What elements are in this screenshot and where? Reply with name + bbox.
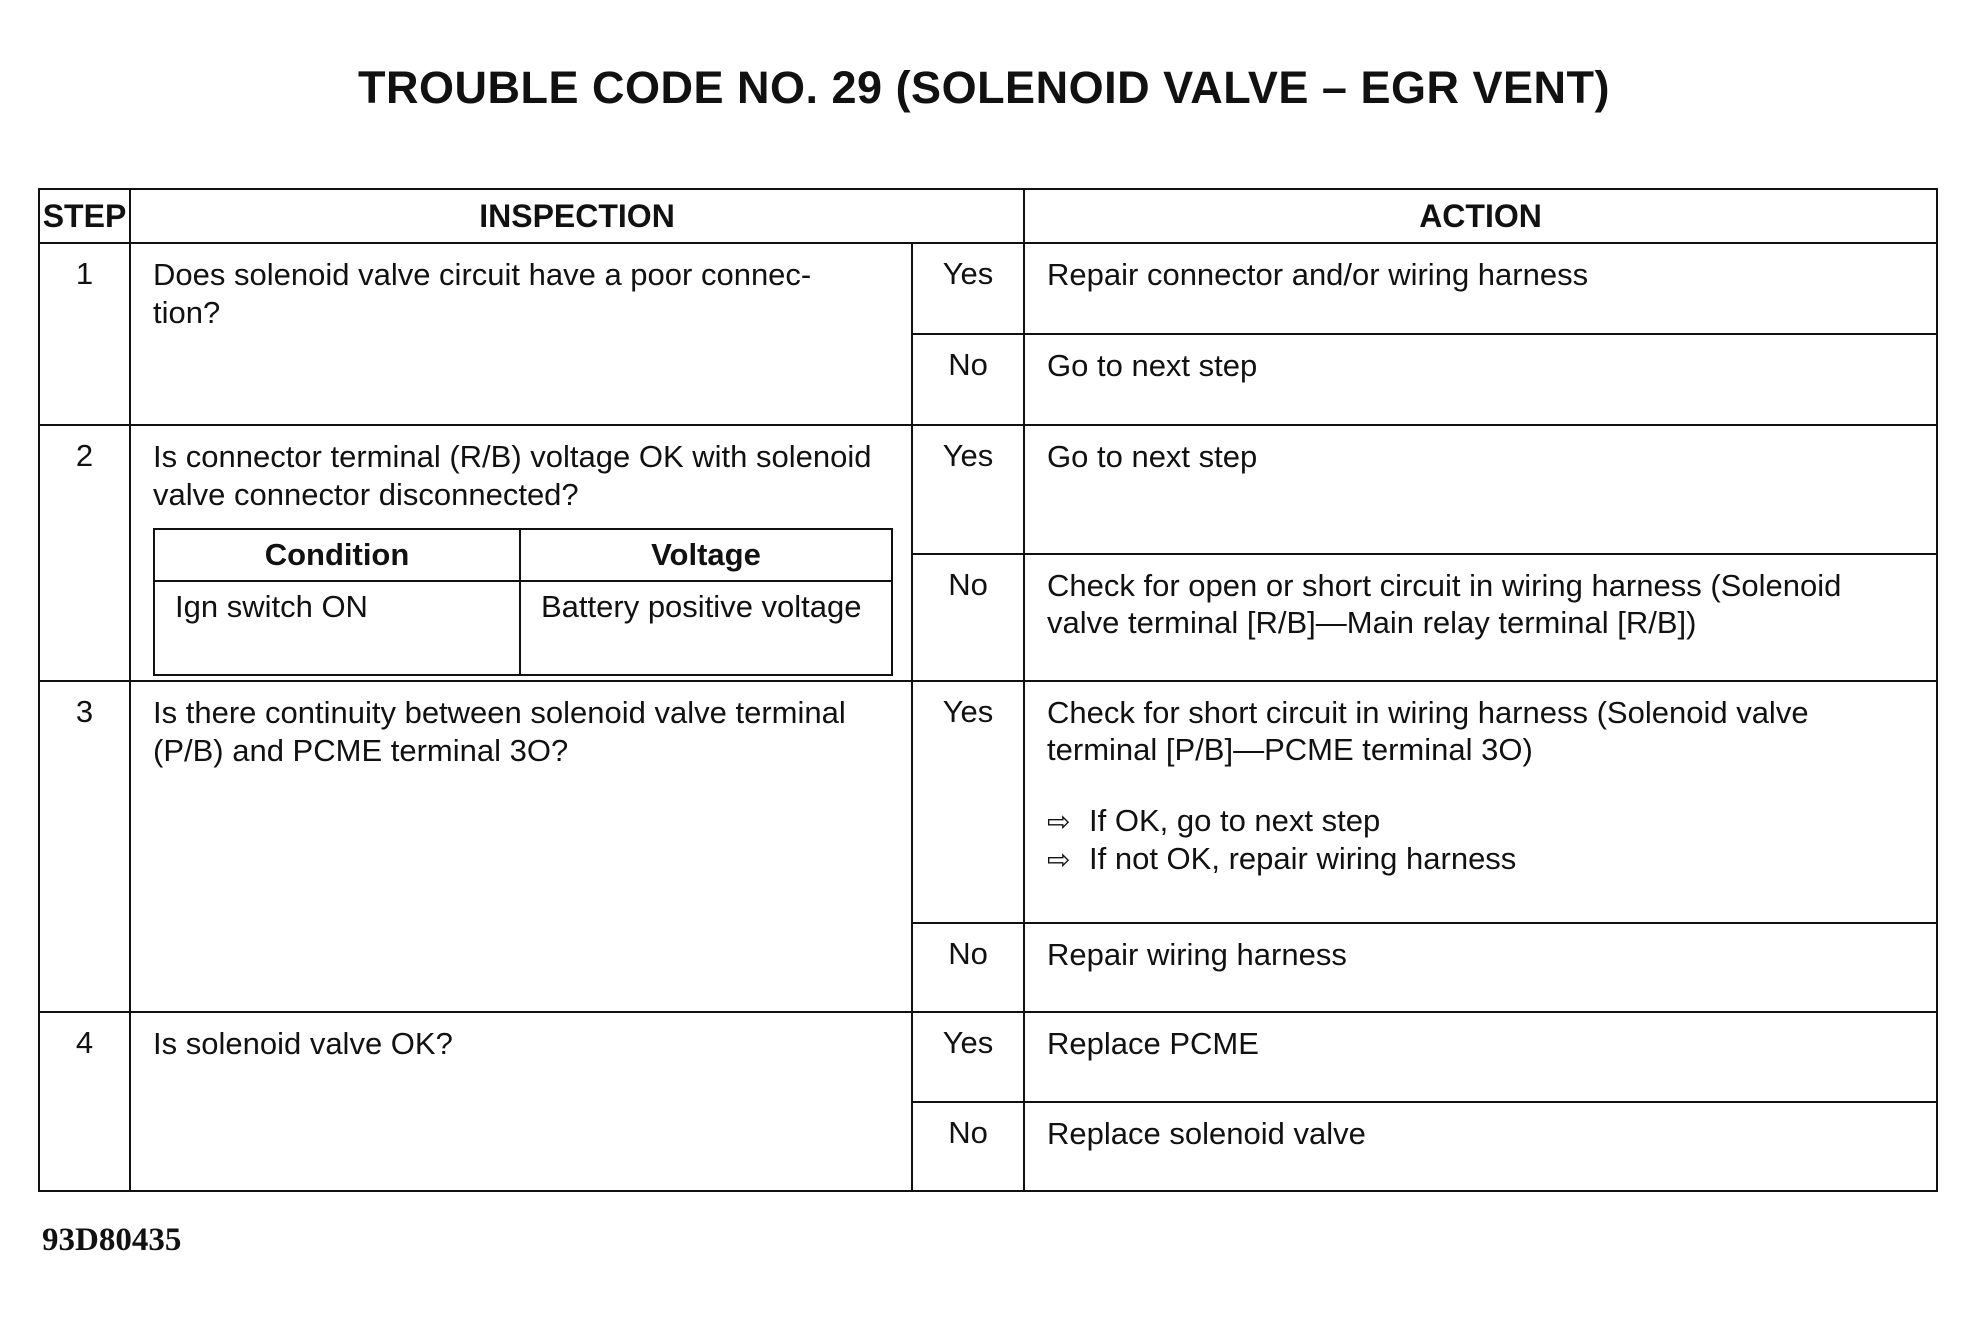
figure-id: 93D80435: [42, 1222, 182, 1258]
no-action: Repair wiring harness: [1024, 923, 1937, 1012]
inspection-text: Is solenoid valve OK?: [130, 1012, 912, 1192]
bullet-item: [1047, 802, 1916, 840]
header-step: STEP: [39, 189, 130, 243]
yes-action: Repair connector and/or wiring harness: [1024, 243, 1937, 334]
yes-action: Go to next step: [1024, 425, 1937, 554]
no-action: Go to next step: [1024, 334, 1937, 425]
no-label: No: [912, 554, 1024, 681]
yes-action: Check for short circuit in wiring harness (Solenoid valve terminal [P/B]—PCME terminal 3O): [1047, 694, 1809, 767]
bullet-text: If OK, go to next step: [1089, 802, 1381, 838]
inspection-text: Is connector terminal (R/B) voltage OK with solenoid valve connector disconnected?: [153, 438, 872, 512]
condition-voltage-table: [153, 528, 893, 676]
step-number: 2: [39, 425, 130, 681]
yes-action-cell: [1024, 681, 1937, 923]
table-row: [39, 243, 1937, 334]
inspection-cell: [130, 425, 912, 681]
no-label: No: [912, 923, 1024, 1012]
yes-action: Replace PCME: [1024, 1012, 1937, 1103]
inspection-text: Is there continuity between solenoid valve terminal (P/B) and PCME terminal 3O?: [130, 681, 912, 1012]
subtable-voltage: Battery positive voltage: [520, 581, 892, 675]
no-action: Replace solenoid valve: [1024, 1102, 1937, 1191]
table-row: [39, 425, 1937, 554]
yes-label: Yes: [912, 681, 1024, 923]
arrow-right-icon: ⇨: [1047, 805, 1071, 837]
no-label: No: [912, 1102, 1024, 1191]
step-number: 4: [39, 1012, 130, 1192]
step-number: 1: [39, 243, 130, 424]
no-label: No: [912, 334, 1024, 425]
page-title: TROUBLE CODE NO. 29 (SOLENOID VALVE – EGR VENT): [358, 62, 1610, 113]
inspection-text: Does solenoid valve circuit have a poor connec- tion?: [130, 243, 912, 424]
header-action: ACTION: [1024, 189, 1937, 243]
no-action: Check for open or short circuit in wiring harness (Solenoid valve terminal [R/B]—Main relay terminal [R/B]): [1024, 554, 1937, 681]
subtable-condition: Ign switch ON: [154, 581, 520, 675]
table-row: [39, 681, 1937, 923]
table-row: [39, 1012, 1937, 1103]
bullet-item: [1047, 840, 1916, 878]
yes-label: Yes: [912, 243, 1024, 334]
header-row: [39, 189, 1937, 243]
yes-label: Yes: [912, 425, 1024, 554]
header-inspection: INSPECTION: [130, 189, 1024, 243]
bullet-text: If not OK, repair wiring harness: [1089, 840, 1517, 876]
trouble-code-table: [38, 188, 1938, 1192]
arrow-right-icon: ⇨: [1047, 843, 1071, 875]
yes-label: Yes: [912, 1012, 1024, 1103]
subtable-header-condition: Condition: [154, 529, 520, 581]
step-number: 3: [39, 681, 130, 1012]
subtable-header-voltage: Voltage: [520, 529, 892, 581]
